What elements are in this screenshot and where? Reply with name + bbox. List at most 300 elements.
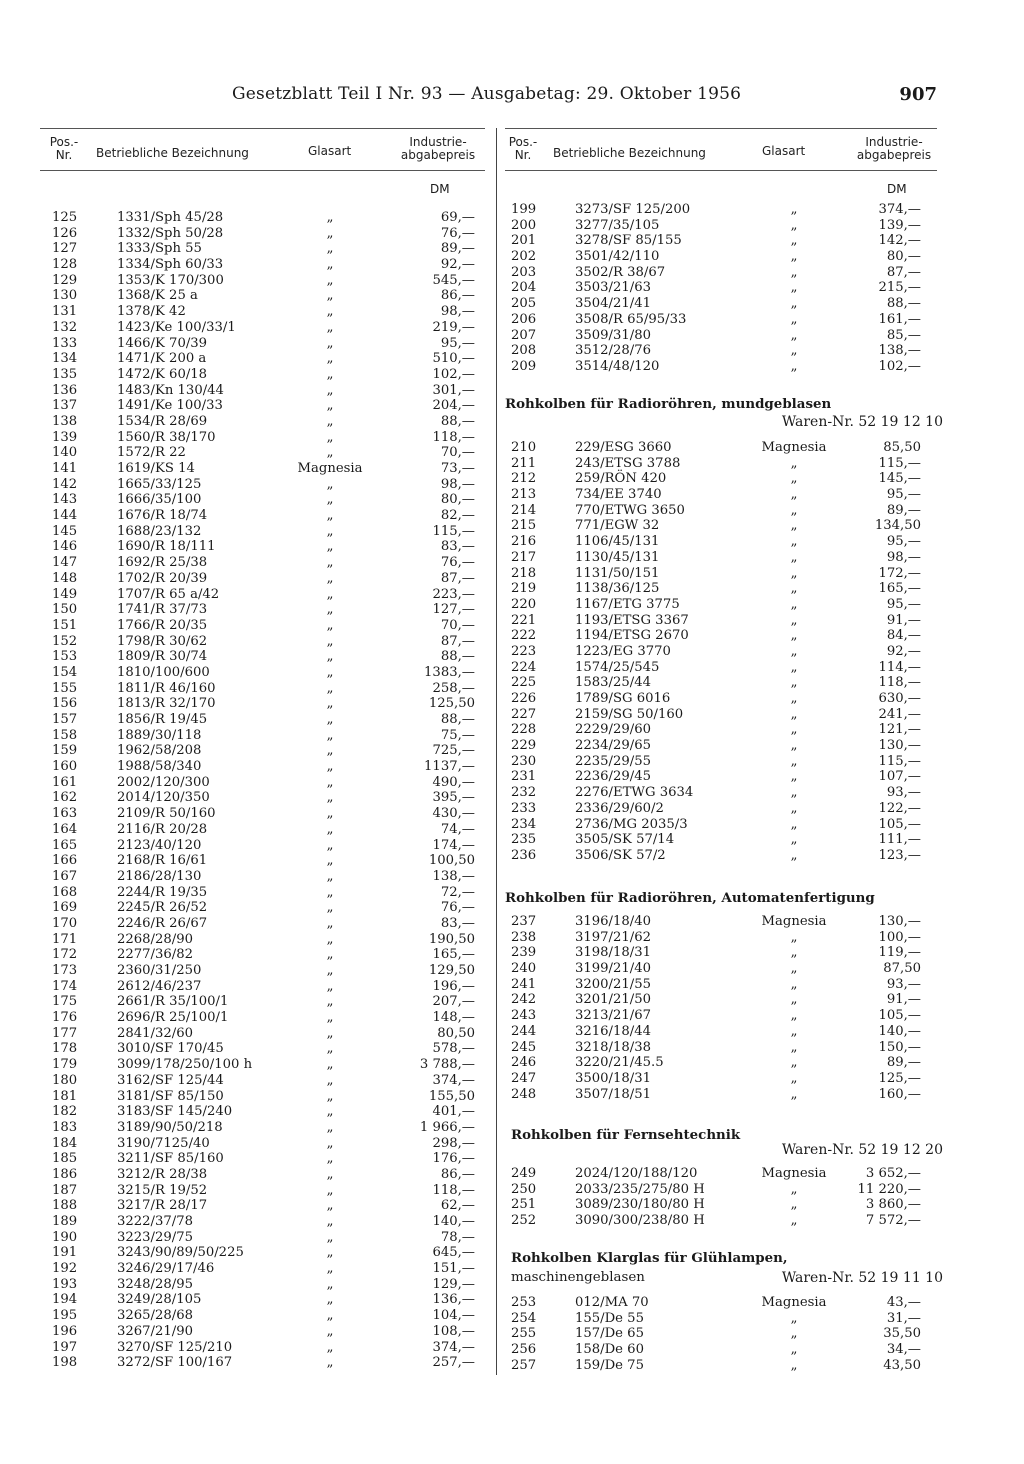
row-pos: 153 (52, 649, 78, 665)
row-glasart: „ (790, 280, 798, 296)
row-bezeichnung: 1692/R 25/38 (117, 555, 208, 571)
row-pos: 229 (511, 738, 537, 754)
currency-unit: DM (430, 182, 450, 196)
row-preis: 108,— (432, 1323, 475, 1339)
row-glasart: „ (326, 570, 334, 586)
row-bezeichnung: 3216/18/44 (575, 1023, 652, 1039)
row-preis: 301,— (432, 382, 475, 398)
table-row (40, 226, 485, 242)
row-glasart: „ (790, 945, 798, 961)
row-pos: 200 (511, 217, 537, 233)
row-preis: 401,— (432, 1104, 475, 1120)
row-preis: 43,50 (883, 1357, 921, 1373)
row-bezeichnung: 3189/90/50/218 (117, 1119, 223, 1135)
row-glasart: „ (790, 1213, 798, 1229)
row-pos: 157 (52, 712, 78, 727)
row-preis: 80,— (440, 492, 475, 508)
row-pos: 256 (511, 1342, 537, 1358)
table-row (505, 914, 937, 930)
table-row (505, 1071, 937, 1087)
table-row (40, 1277, 485, 1293)
row-preis: 111,— (878, 832, 921, 848)
row-pos: 207 (511, 327, 537, 343)
table-row (40, 367, 485, 383)
row-bezeichnung: 1353/K 170/300 (117, 272, 224, 288)
row-pos: 173 (52, 963, 78, 978)
row-bezeichnung: 3514/48/120 (575, 358, 660, 374)
table-row (40, 916, 485, 932)
row-pos: 182 (52, 1104, 78, 1120)
row-pos: 234 (511, 816, 537, 832)
row-pos: 164 (52, 821, 78, 837)
row-preis: 70,— (440, 617, 475, 633)
row-bezeichnung: 1688/23/132 (117, 523, 202, 539)
row-glasart: „ (790, 1008, 798, 1024)
row-glasart: „ (790, 358, 798, 374)
row-glasart: „ (790, 847, 798, 863)
table-row (40, 1355, 485, 1371)
row-preis: 89,— (440, 241, 475, 257)
row-glasart: „ (326, 1276, 334, 1292)
table-row (40, 994, 485, 1010)
row-preis: 86,— (440, 288, 475, 304)
row-bezeichnung: 734/EE 3740 (575, 487, 662, 503)
row-pos: 142 (52, 476, 78, 492)
row-bezeichnung: 3512/28/76 (575, 343, 652, 359)
row-glasart: „ (326, 994, 334, 1010)
row-glasart: „ (326, 774, 334, 790)
row-bezeichnung: 3222/37/78 (117, 1214, 194, 1229)
table-row (40, 257, 485, 273)
table-row (505, 1040, 937, 1056)
row-glasart: „ (790, 753, 798, 769)
row-bezeichnung: 3217/R 28/17 (117, 1198, 208, 1214)
row-preis: 142,— (878, 233, 921, 249)
row-bezeichnung: 3270/SF 125/210 (117, 1339, 233, 1355)
row-glasart: „ (326, 664, 334, 680)
row-bezeichnung: 3223/29/75 (117, 1229, 194, 1245)
row-bezeichnung: 2002/120/300 (117, 774, 210, 790)
row-preis: 145,— (878, 471, 921, 487)
row-pos: 174 (52, 978, 78, 994)
row-glasart: „ (790, 264, 798, 280)
row-bezeichnung: 3220/21/45.5 (575, 1055, 664, 1071)
table-row (40, 900, 485, 916)
row-glasart: „ (790, 722, 798, 738)
row-pos: 128 (52, 257, 78, 273)
row-bezeichnung: 3218/18/38 (575, 1039, 652, 1055)
table-row (40, 853, 485, 869)
header-preis: Industrie- abgabepreis (400, 135, 476, 162)
row-bezeichnung: 3199/21/40 (575, 961, 652, 977)
row-glasart: „ (326, 288, 334, 304)
table-row (505, 566, 937, 582)
section-mundgeblasen (505, 440, 937, 864)
row-pos: 210 (511, 440, 537, 455)
row-pos: 193 (52, 1276, 78, 1292)
row-bezeichnung: 1471/K 200 a (117, 351, 207, 367)
row-pos: 191 (52, 1245, 78, 1261)
row-bezeichnung: 1423/Ke 100/33/1 (117, 319, 236, 335)
row-pos: 147 (52, 555, 78, 571)
row-pos: 150 (52, 602, 78, 618)
table-row (40, 634, 485, 650)
table-row (40, 477, 485, 493)
row-preis: 1 966,— (419, 1119, 475, 1135)
table-row (505, 613, 937, 629)
column-divider (496, 128, 497, 1375)
row-bezeichnung: 1676/R 18/74 (117, 508, 208, 524)
table-row (40, 461, 485, 477)
table-row (505, 280, 937, 296)
row-bezeichnung: 3181/SF 85/150 (117, 1088, 224, 1104)
row-pos: 228 (511, 722, 537, 738)
row-pos: 232 (511, 785, 537, 801)
row-glasart: „ (326, 1166, 334, 1182)
row-preis: 82,— (440, 508, 475, 524)
row-glasart: „ (790, 487, 798, 503)
table-row (505, 848, 937, 864)
table-row (40, 445, 485, 461)
row-preis: 125,— (878, 1070, 921, 1086)
table-row (40, 539, 485, 555)
row-bezeichnung: 1131/50/151 (575, 565, 660, 581)
table-row (505, 1295, 937, 1311)
row-preis: 87,— (440, 633, 475, 649)
row-glasart: „ (790, 992, 798, 1008)
row-bezeichnung: 1167/ETG 3775 (575, 596, 680, 612)
row-bezeichnung: 259/RÖN 420 (575, 471, 667, 487)
row-glasart: „ (326, 413, 334, 429)
row-preis: 138,— (878, 343, 921, 359)
row-preis: 298,— (432, 1135, 475, 1151)
row-bezeichnung: 012/MA 70 (575, 1295, 649, 1310)
table-row (505, 249, 937, 265)
row-preis: 219,— (432, 319, 475, 335)
row-pos: 130 (52, 288, 78, 304)
table-row (505, 312, 937, 328)
row-glasart: „ (326, 1323, 334, 1339)
row-preis: 87,— (886, 264, 921, 280)
row-glasart: „ (790, 202, 798, 217)
row-glasart: „ (326, 963, 334, 978)
row-bezeichnung: 3502/R 38/67 (575, 264, 666, 280)
table-row (40, 587, 485, 603)
row-bezeichnung: 3099/178/250/100 h (117, 1057, 253, 1073)
row-preis: 95,— (886, 534, 921, 550)
row-preis: 139,— (878, 217, 921, 233)
section-title-fernsehtechnik: Rohkolben für Fernsehtechnik (511, 1127, 741, 1143)
table-row (505, 1024, 937, 1040)
row-preis: 258,— (432, 680, 475, 696)
row-pos: 255 (511, 1326, 537, 1342)
row-preis: 73,— (440, 461, 475, 476)
table-row (40, 1104, 485, 1120)
row-preis: 430,— (432, 806, 475, 822)
row-pos: 203 (511, 264, 537, 280)
row-preis: 104,— (432, 1308, 475, 1324)
row-bezeichnung: 158/De 60 (575, 1342, 644, 1358)
page-header (232, 84, 937, 108)
row-bezeichnung: 1766/R 20/35 (117, 617, 208, 633)
row-glasart: „ (326, 915, 334, 931)
header-pos: Pos.- Nr. (508, 135, 538, 162)
table-row (505, 202, 937, 218)
currency-unit: DM (887, 182, 907, 196)
row-preis: 85,50 (883, 440, 921, 455)
row-glasart: „ (326, 555, 334, 571)
row-pos: 214 (511, 502, 537, 518)
row-bezeichnung: 1583/25/44 (575, 675, 652, 691)
row-pos: 204 (511, 280, 537, 296)
table-row (40, 524, 485, 540)
row-pos: 156 (52, 696, 78, 712)
row-pos: 202 (511, 249, 537, 265)
row-bezeichnung: 1560/R 38/170 (117, 429, 216, 445)
row-glasart: „ (326, 272, 334, 288)
row-pos: 205 (511, 296, 537, 312)
header-pos: Pos.- Nr. (49, 135, 79, 162)
row-glasart: „ (790, 1023, 798, 1039)
row-glasart: „ (790, 565, 798, 581)
row-preis: 725,— (432, 743, 475, 759)
table-row (505, 1358, 937, 1374)
row-preis: 34,— (886, 1342, 921, 1358)
row-preis: 100,— (878, 929, 921, 945)
row-preis: 374,— (432, 1072, 475, 1088)
row-bezeichnung: 1466/K 70/39 (117, 335, 208, 351)
row-glasart: „ (326, 1057, 334, 1073)
row-bezeichnung: 3089/230/180/80 H (575, 1197, 705, 1213)
row-bezeichnung: 1574/25/545 (575, 659, 660, 675)
row-glasart: „ (326, 225, 334, 241)
row-bezeichnung: 1138/36/125 (575, 581, 660, 597)
table-row (505, 296, 937, 312)
table-row (505, 471, 937, 487)
table-row (40, 743, 485, 759)
row-glasart: „ (326, 884, 334, 900)
row-pos: 139 (52, 429, 78, 445)
row-preis: 89,— (886, 1055, 921, 1071)
row-pos: 254 (511, 1310, 537, 1326)
row-pos: 238 (511, 929, 537, 945)
row-glasart: „ (790, 471, 798, 487)
row-glasart: „ (326, 1182, 334, 1198)
row-glasart: „ (326, 947, 334, 963)
row-preis: 83,— (440, 539, 475, 555)
table-row (505, 233, 937, 249)
table-row (40, 1120, 485, 1136)
row-glasart: „ (790, 675, 798, 691)
row-preis: 85,— (886, 327, 921, 343)
row-bezeichnung: 1741/R 37/73 (117, 602, 208, 618)
row-preis: 115,— (878, 455, 921, 471)
row-preis: 241,— (878, 706, 921, 722)
row-preis: 88,— (440, 413, 475, 429)
table-row (40, 210, 485, 226)
table-row (505, 722, 937, 738)
table-row (40, 555, 485, 571)
row-pos: 198 (52, 1355, 78, 1371)
row-preis: 115,— (878, 753, 921, 769)
row-glasart: „ (326, 304, 334, 320)
row-preis: 70,— (440, 445, 475, 461)
row-pos: 165 (52, 837, 78, 853)
row-bezeichnung: 3196/18/40 (575, 914, 652, 929)
table-row (40, 947, 485, 963)
row-pos: 179 (52, 1057, 78, 1073)
table-row (40, 1198, 485, 1214)
row-preis: 165,— (432, 947, 475, 963)
row-pos: 216 (511, 534, 537, 550)
row-glasart: „ (326, 1041, 334, 1057)
row-preis: 98,— (440, 304, 475, 320)
row-preis: 118,— (432, 429, 475, 445)
row-preis: 91,— (886, 992, 921, 1008)
row-glasart: „ (326, 806, 334, 822)
row-bezeichnung: 3503/21/63 (575, 280, 652, 296)
row-glasart: „ (326, 1135, 334, 1151)
table-row (40, 681, 485, 697)
row-glasart: „ (326, 492, 334, 508)
table-row (40, 288, 485, 304)
row-glasart: „ (790, 534, 798, 550)
table-row (40, 1041, 485, 1057)
row-preis: 118,— (432, 1182, 475, 1198)
row-preis: 76,— (440, 225, 475, 241)
row-pos: 187 (52, 1182, 78, 1198)
row-pos: 169 (52, 900, 78, 916)
row-preis: 374,— (878, 202, 921, 217)
row-glasart: „ (326, 539, 334, 555)
row-pos: 163 (52, 806, 78, 822)
table-row (40, 963, 485, 979)
row-preis: 43,— (886, 1295, 921, 1310)
row-pos: 135 (52, 366, 78, 382)
row-bezeichnung: 3501/42/110 (575, 249, 660, 265)
row-pos: 244 (511, 1023, 537, 1039)
row-pos: 186 (52, 1166, 78, 1182)
row-bezeichnung: 2234/29/65 (575, 738, 652, 754)
row-pos: 253 (511, 1295, 537, 1310)
row-preis: 134,50 (874, 518, 921, 534)
row-preis: 138,— (432, 868, 475, 884)
row-pos: 177 (52, 1025, 78, 1041)
row-pos: 144 (52, 508, 78, 524)
row-glasart: „ (790, 596, 798, 612)
row-preis: 80,— (886, 249, 921, 265)
table-row (505, 1008, 937, 1024)
row-pos: 206 (511, 311, 537, 327)
row-preis: 1137,— (424, 759, 475, 775)
row-bezeichnung: 1572/R 22 (117, 445, 186, 461)
row-bezeichnung: 3504/21/41 (575, 296, 652, 312)
table-row (40, 1073, 485, 1089)
row-bezeichnung: 1378/K 42 (117, 304, 186, 320)
row-bezeichnung: 1690/R 18/111 (117, 539, 216, 555)
row-glasart: „ (326, 853, 334, 869)
table-row (505, 801, 937, 817)
row-preis: 88,— (440, 712, 475, 727)
row-bezeichnung: 2123/40/120 (117, 837, 202, 853)
row-pos: 231 (511, 769, 537, 785)
row-preis: 95,— (886, 487, 921, 503)
row-bezeichnung: 2244/R 19/35 (117, 884, 208, 900)
table-row (505, 1326, 937, 1342)
row-bezeichnung: 1856/R 19/45 (117, 712, 208, 727)
row-bezeichnung: 1811/R 46/160 (117, 680, 216, 696)
row-preis: 148,— (432, 1010, 475, 1026)
table-row (505, 534, 937, 550)
row-preis: 172,— (878, 565, 921, 581)
row-preis: 510,— (432, 351, 475, 367)
section-automatenfertigung (505, 914, 937, 1102)
row-bezeichnung: 1619/KS 14 (117, 461, 195, 476)
row-glasart: „ (790, 296, 798, 312)
row-pos: 175 (52, 994, 78, 1010)
row-pos: 188 (52, 1198, 78, 1214)
table-row (40, 728, 485, 744)
row-bezeichnung: 3500/18/31 (575, 1070, 652, 1086)
row-preis: 80,50 (437, 1025, 475, 1041)
row-glasart: „ (326, 680, 334, 696)
row-preis: 3 652,— (865, 1166, 921, 1181)
row-preis: 107,— (878, 769, 921, 785)
table-row (505, 1182, 937, 1198)
row-glasart: „ (326, 445, 334, 461)
table-row (505, 785, 937, 801)
table-row (40, 1136, 485, 1152)
table-row (40, 822, 485, 838)
row-preis: 88,— (440, 649, 475, 665)
row-bezeichnung: 2236/29/45 (575, 769, 652, 785)
table-row (505, 930, 937, 946)
row-glasart: „ (326, 429, 334, 445)
row-preis: 140,— (432, 1214, 475, 1229)
row-bezeichnung: 1789/SG 6016 (575, 691, 671, 706)
row-pos: 133 (52, 335, 78, 351)
row-glasart: „ (326, 1010, 334, 1026)
row-preis: 95,— (886, 596, 921, 612)
table-row (40, 508, 485, 524)
row-bezeichnung: 3507/18/51 (575, 1086, 652, 1102)
table-row (40, 1308, 485, 1324)
row-glasart: „ (326, 523, 334, 539)
row-bezeichnung: 770/ETWG 3650 (575, 502, 685, 518)
header-bezeichnung: Betriebliche Bezeichnung (553, 146, 706, 160)
row-preis: 118,— (878, 675, 921, 691)
row-bezeichnung: 2033/235/275/80 H (575, 1181, 705, 1197)
row-bezeichnung: 3277/35/105 (575, 217, 660, 233)
row-pos: 225 (511, 675, 537, 691)
table-row (40, 869, 485, 885)
table-row (505, 675, 937, 691)
row-pos: 195 (52, 1308, 78, 1324)
table-row (40, 806, 485, 822)
row-glasart: „ (790, 929, 798, 945)
row-glasart: „ (326, 1119, 334, 1135)
row-bezeichnung: 1810/100/600 (117, 664, 210, 680)
row-bezeichnung: 2246/R 26/67 (117, 915, 208, 931)
table-row (40, 775, 485, 791)
table-row (40, 383, 485, 399)
row-bezeichnung: 229/ESG 3660 (575, 440, 672, 455)
row-glasart: Magnesia (761, 440, 827, 455)
header-preis: Industrie- abgabepreis (856, 135, 932, 162)
table-row (505, 265, 937, 281)
row-glasart: „ (326, 617, 334, 633)
row-pos: 125 (52, 210, 78, 225)
